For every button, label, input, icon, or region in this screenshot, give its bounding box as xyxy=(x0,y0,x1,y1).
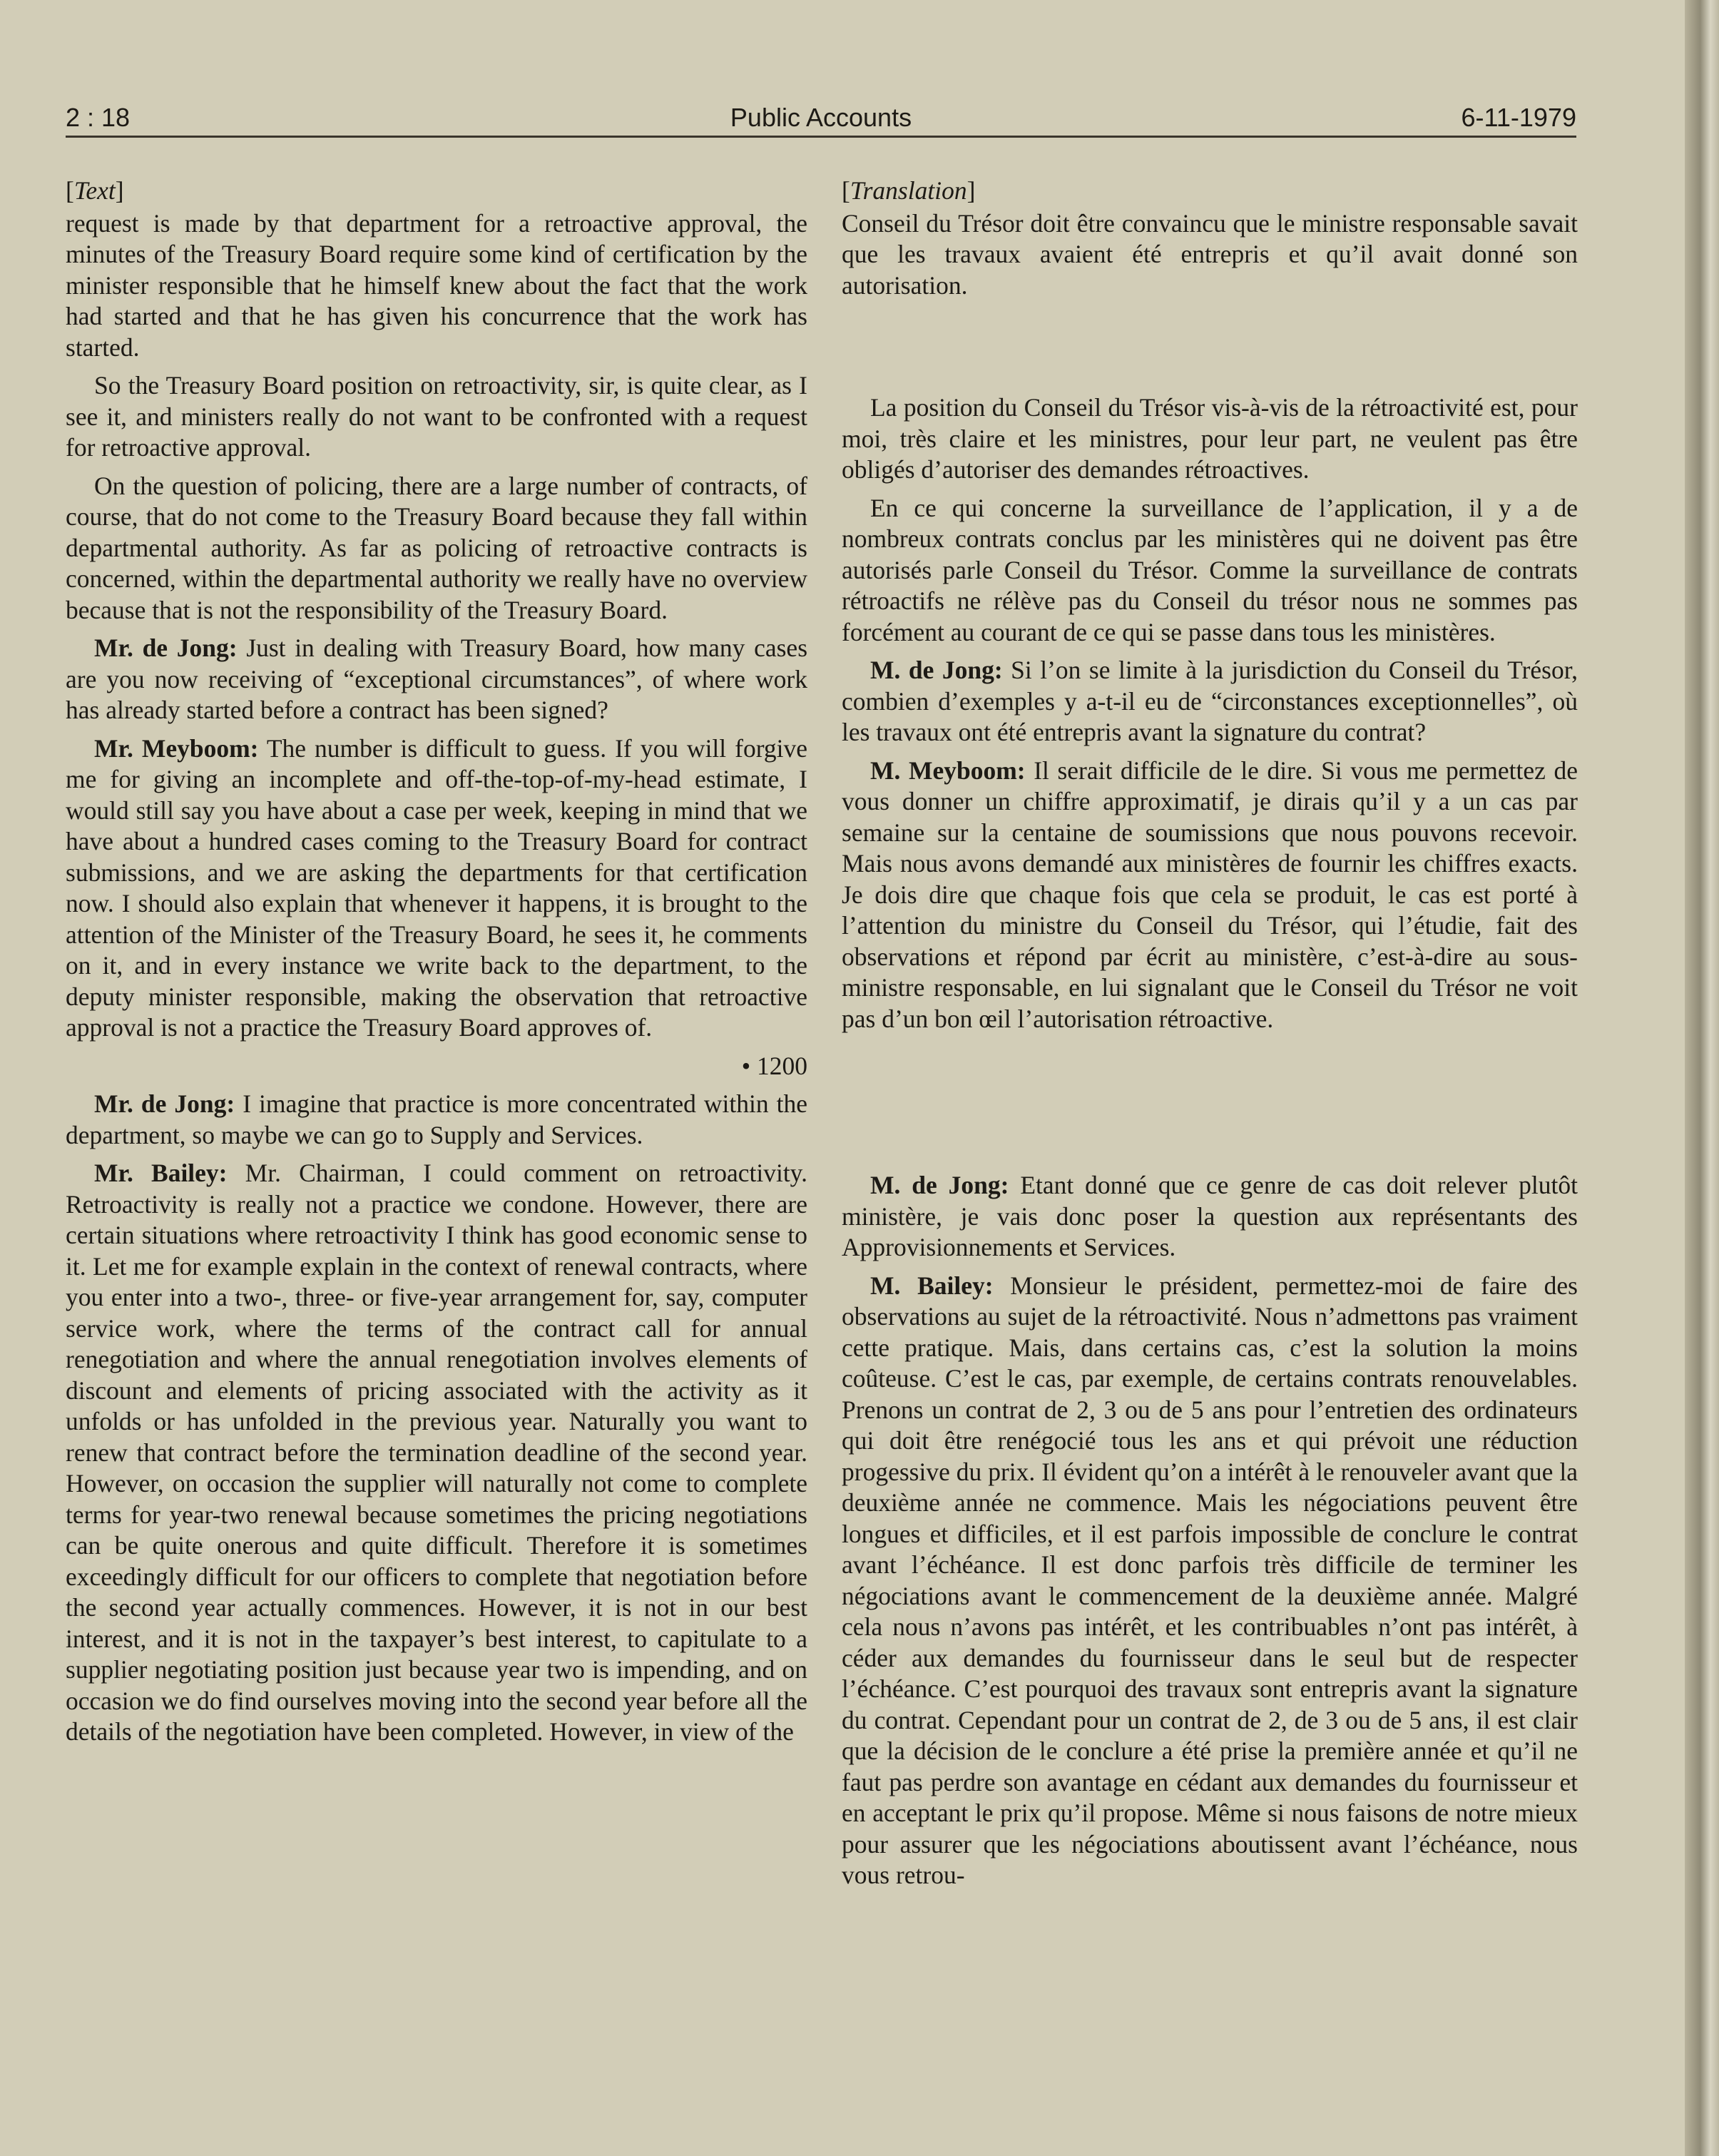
speech-text: Il serait difficile de le dire. Si vous me permettez de vous donner un chiffre approximatif, je dirais qu’il y a un cas par semaine sur la centaine de soumissions que nous pouvons recevoir. Mais nous avons demandé aux ministères de fournir les chiffres exacts. Je dois dire que chaque fois que cela se produit, le cas est porté à l’attention du ministre du Conseil du Trésor, qui l’étudie, fait des observations et répond par écrit au ministère, c’est-à-dire au sous-ministre responsable, en lui signalant que le Conseil du Trésor ne voit pas d’un bon œil l’autorisation rétroactive. xyxy=(842,756,1578,1033)
spacer xyxy=(842,1042,1578,1170)
speaker-paragraph xyxy=(842,1170,1578,1263)
speaker-name: Mr. Bailey: xyxy=(94,1159,228,1187)
speaker-name: Mr. Meyboom: xyxy=(94,733,259,763)
speech-text: I imagine that practice is more concentrated within the department, so maybe we can go to Supply and Services. xyxy=(66,1089,807,1149)
speaker-paragraph xyxy=(842,655,1578,748)
paragraph: La position du Conseil du Trésor vis-à-vis de la rétroactivité est, pour moi, très claire et les ministres, pour leur part, ne veulent pas être obligés d’autoriser des demandes rétroactives. xyxy=(842,393,1578,484)
publication-title: Public Accounts xyxy=(730,103,912,132)
speaker-name: M. Meyboom: xyxy=(870,756,1026,785)
time-marker: • 1200 xyxy=(741,1051,807,1080)
page-number: 2 : 18 xyxy=(66,103,131,132)
paragraph: Conseil du Trésor doit être convaincu que le ministre responsable savait que les travaux avaient été entrepris et qu’il avait donné son autorisation. xyxy=(842,208,1578,300)
speaker-paragraph xyxy=(66,633,807,726)
speech-text: The number is difficult to guess. If you will forgive me for giving an incomplete and off-the-top-of-my-head estimate, I would still say you have about a case per week, keeping in mind that we have about a hundred cases coming to the Treasury Board for contract submissions, and we are asking the departments for that certification now. I should also explain that whenever it happens, it is brought to the attention of the Minister of the Treasury Board, he sees it, he comments on it, and in every instance we write back to the department, to the deputy minister responsible, making the observation that retroactive approval is not a practice the Treasury Board approves of. xyxy=(66,733,808,1042)
speech-text: Monsieur le président, permettez-moi de faire des observations au sujet de la rétroactivité. Nous n’admettons pas vraiment cette pratique. Mais, dans certains cas, c’est la solution la moins coûteuse. C’est le cas, par exemple, de certains contrats renouvelables. Prenons un contrat de 2, 3 ou de 5 ans pour l’entretien des ordinateurs qui doit être renégocié tous les ans et qui prévoit une réduction progessive du prix. Il évident qu’on a intérêt à le renouveler avant que la deuxième année ne commence. Mais les négociations peuvent être longues et difficiles, et il est parfois impossible de conclure le contrat avant l’échéance. Il est donc parfois très difficile de terminer les négociations avant le commencement de la deuxième année. Malgré cela nous n’avons pas intérêt, et les contribuables n’ont pas intérêt, à céder aux demandes du fournisseur dans le seul but de respecter l’échéance. C’est pourquoi des travaux sont entrepris avant la signature du contrat. Cependant pour un contrat de 2, de 3 ou de 5 ans, il est clair que la décision de le conclure a été prise la première année et qu’il ne faut pas perdre son avantage en cédant aux demandes du fournisseur et en acceptant le prix qu’il propose. Même si nous faisons de notre mieux pour assurer que les négociations aboutissent avant l’échéance, nous vous retrou- xyxy=(842,1271,1578,1889)
page-edge xyxy=(1685,0,1719,2156)
speaker-name: M. de Jong: xyxy=(870,656,1003,684)
speech-text: Just in dealing with Treasury Board, how many cases are you now receiving of “exceptional circumstances”, of where work has already started before a contract has been signed? xyxy=(66,634,808,724)
paragraph: request is made by that department for a retroactive approval, the minutes of the Treasury Board require some kind of certification by the minister responsible that he himself knew about the fact that the work had started and that he has given his concurrence that the work has started. xyxy=(66,208,807,362)
page-header xyxy=(66,100,1576,138)
page-date: 6-11-1979 xyxy=(1461,103,1576,132)
speech-text: Etant donné que ce genre de cas doit relever plutôt ministère, je vais donc poser la question aux représentants des Approvisionnements et Services. xyxy=(842,1171,1578,1261)
spacer xyxy=(842,308,1578,392)
text-tag-label: Text xyxy=(73,176,116,205)
paragraph: En ce qui concerne la surveillance de l’application, il y a de nombreux contrats conclus par les ministères qui ne doivent pas être autorisés parle Conseil du Trésor. Comme la surveillance de contrats rétroactifs ne rélève pas du Conseil du trésor nous ne sommes pas forcément au courant de ce qui se passe dans tous les ministères. xyxy=(842,493,1578,646)
speaker-name: Mr. de Jong: xyxy=(94,634,238,662)
text-tag: [Text] xyxy=(66,176,124,205)
speech-text: Mr. Chairman, I could comment on retroactivity. Retroactivity is really not a practice we condone. However, there are certain situations where retroactivity I think has good economic sense to it. Let me for example explain in the context of renewal contracts, where you enter into a two-, three- or five-year arrangement for, say, computer service work, where the terms of the contract call for annual renegotiation and where the annual renegotiation involves elements of discount and elements of pricing associated with the activity as it unfolds or has unfolded in the previous year. Naturally you want to renew that contract before the termination deadline of the second year. However, on occasion the supplier will naturally not come to complete terms for year-two renewal because sometimes the pricing negotiations can be quite onerous and quite difficult. Therefore it is sometimes exceedingly difficult for our officers to complete that negotiation before the second year actually commences. However, it is not in our best interest, and it is not in the taxpayer’s best interest, to capitulate to a supplier negotiating position just because year two is impending, and on occasion we do find ourselves moving into the second year before all the details of the negotiation have been completed. However, in view of the xyxy=(66,1159,807,1746)
speech-text: Si l’on se limite à la jurisdiction du Conseil du Trésor, combien d’exemples y a-t-il eu de “circonstances exceptionnelles”, où les travaux ont été entrepris avant la signature du contrat? xyxy=(842,656,1578,746)
speaker-paragraph xyxy=(66,733,807,1044)
translation-tag: [Translation] xyxy=(842,176,976,205)
speaker-name: Mr. de Jong: xyxy=(94,1089,235,1118)
speaker-name: M. Bailey: xyxy=(870,1271,994,1300)
french-column xyxy=(842,176,1578,1898)
speaker-name: M. de Jong: xyxy=(870,1171,1009,1199)
speaker-paragraph xyxy=(842,1271,1578,1891)
speaker-paragraph xyxy=(66,1158,807,1748)
paragraph: On the question of policing, there are a large number of contracts, of course, that do not come to the Treasury Board because they fall within departmental authority. As far as policing of retroactive contracts is concerned, within the departmental authority we really have no overview because that is not the responsibility of the Treasury Board. xyxy=(66,471,807,624)
paragraph: So the Treasury Board position on retroactivity, sir, is quite clear, as I see it, and ministers really do not want to be confronted with a request for retroactive approval. xyxy=(66,371,807,462)
speaker-paragraph xyxy=(66,1089,807,1151)
english-column xyxy=(66,176,807,1755)
speaker-paragraph xyxy=(842,756,1578,1035)
translation-tag-label: Translation xyxy=(850,176,967,205)
